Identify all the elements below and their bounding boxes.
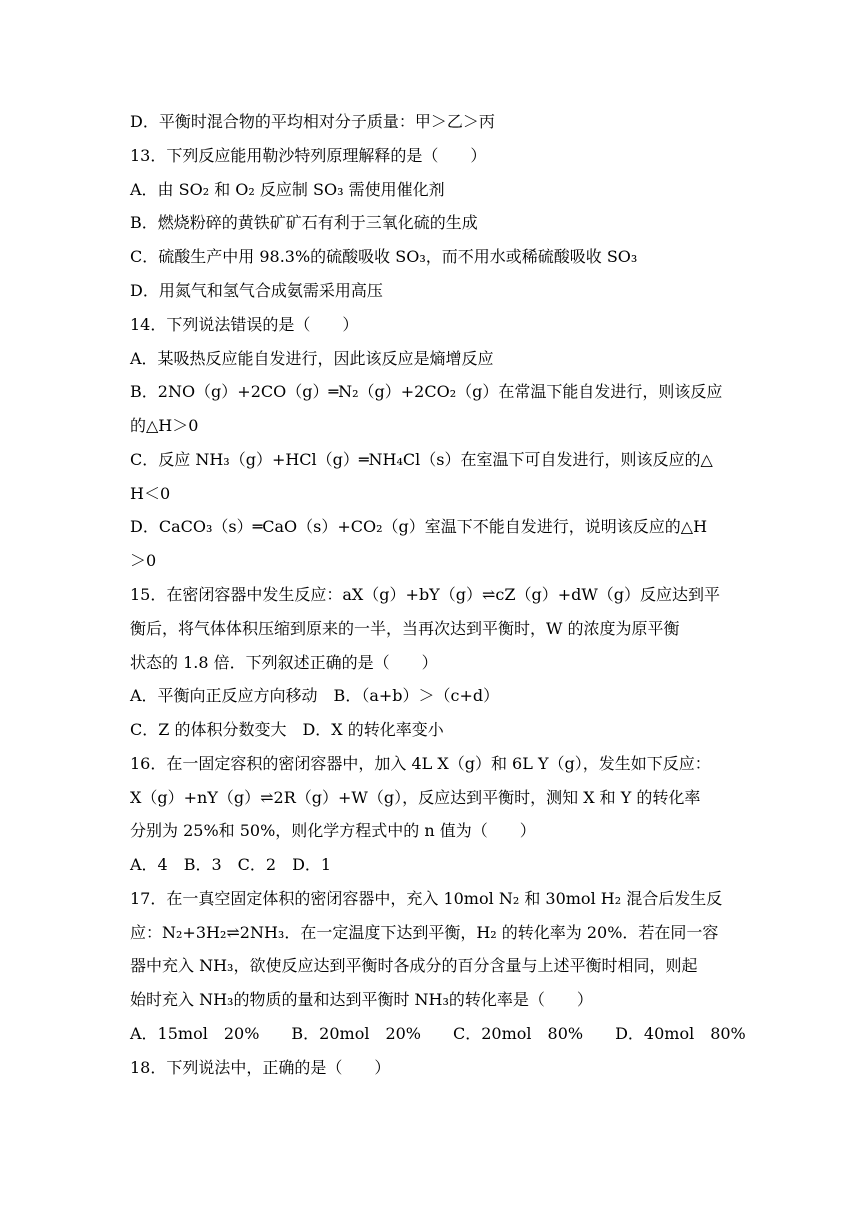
q14-option-c-cont: H＜0 [130, 484, 171, 503]
q17-stem-4: 始时充入 NH₃的物质的量和达到平衡时 NH₃的转化率是（ ） [130, 990, 593, 1009]
q14-option-a: A．某吸热反应能自发进行，因此该反应是熵增反应 [130, 349, 494, 368]
q17-stem-2: 应：N₂+3H₂⇌2NH₃．在一定温度下达到平衡，H₂ 的转化率为 20%．若在同一容 [130, 923, 719, 942]
q17-stem-1: 17．在一真空固定体积的密闭容器中，充入 10mol N₂ 和 30mol H₂ 混合后发生反 [130, 889, 723, 908]
q14-option-b-cont: 的△H＞0 [130, 416, 199, 435]
q15-stem-2: 衡后，将气体体积压缩到原来的一半，当再次达到平衡时，W 的浓度为原平衡 [130, 619, 680, 638]
q14-option-c: C．反应 NH₃（g）+HCl（g）═NH₄Cl（s）在室温下可自发进行，则该反应的△ [130, 450, 713, 469]
q16-options: A．4 B．3 C．2 D．1 [130, 855, 332, 874]
q15-options-cd: C．Z 的体积分数变大 D．X 的转化率变小 [130, 720, 444, 739]
q12-option-d: D．平衡时混合物的平均相对分子质量：甲＞乙＞丙 [130, 112, 495, 131]
q13-option-a: A．由 SO₂ 和 O₂ 反应制 SO₃ 需使用催化剂 [130, 180, 445, 199]
q14-option-b: B．2NO（g）+2CO（g）═N₂（g）+2CO₂（g）在常温下能自发进行，则该反应 [130, 382, 723, 401]
q14-option-d: D．CaCO₃（s）═CaO（s）+CO₂（g）室温下不能自发进行，说明该反应的△H [130, 517, 708, 536]
q14-option-d-cont: ＞0 [130, 551, 157, 570]
q15-options-ab: A．平衡向正反应方向移动 B．（a+b）＞（c+d） [130, 686, 500, 705]
q16-stem-1: 16．在一固定容积的密闭容器中，加入 4L X（g）和 6L Y（g），发生如下反应： [130, 754, 711, 773]
q16-stem-3: 分别为 25%和 50%，则化学方程式中的 n 值为（ ） [130, 821, 536, 840]
q15-stem-3: 状态的 1.8 倍．下列叙述正确的是（ ） [130, 653, 438, 672]
q13-stem: 13．下列反应能用勒沙特列原理解释的是（ ） [130, 146, 487, 165]
q16-stem-2: X（g）+nY（g）⇌2R（g）+W（g），反应达到平衡时，测知 X 和 Y 的转化率 [130, 788, 701, 807]
q17-options: A．15mol 20% B．20mol 20% C．20mol 80% D．40mol 80% [130, 1024, 746, 1043]
q14-stem: 14．下列说法错误的是（ ） [130, 315, 359, 334]
q15-stem-1: 15．在密闭容器中发生反应：aX（g）+bY（g）⇌cZ（g）+dW（g）反应达到平 [130, 585, 721, 604]
q13-option-b: B．燃烧粉碎的黄铁矿矿石有利于三氧化硫的生成 [130, 213, 478, 232]
q13-option-d: D．用氮气和氢气合成氨需采用高压 [130, 281, 383, 300]
q18-stem: 18．下列说法中，正确的是（ ） [130, 1058, 391, 1077]
q17-stem-3: 器中充入 NH₃，欲使反应达到平衡时各成分的百分含量与上述平衡时相同，则起 [130, 956, 698, 975]
q13-option-c: C．硫酸生产中用 98.3%的硫酸吸收 SO₃，而不用水或稀硫酸吸收 SO₃ [130, 247, 638, 266]
